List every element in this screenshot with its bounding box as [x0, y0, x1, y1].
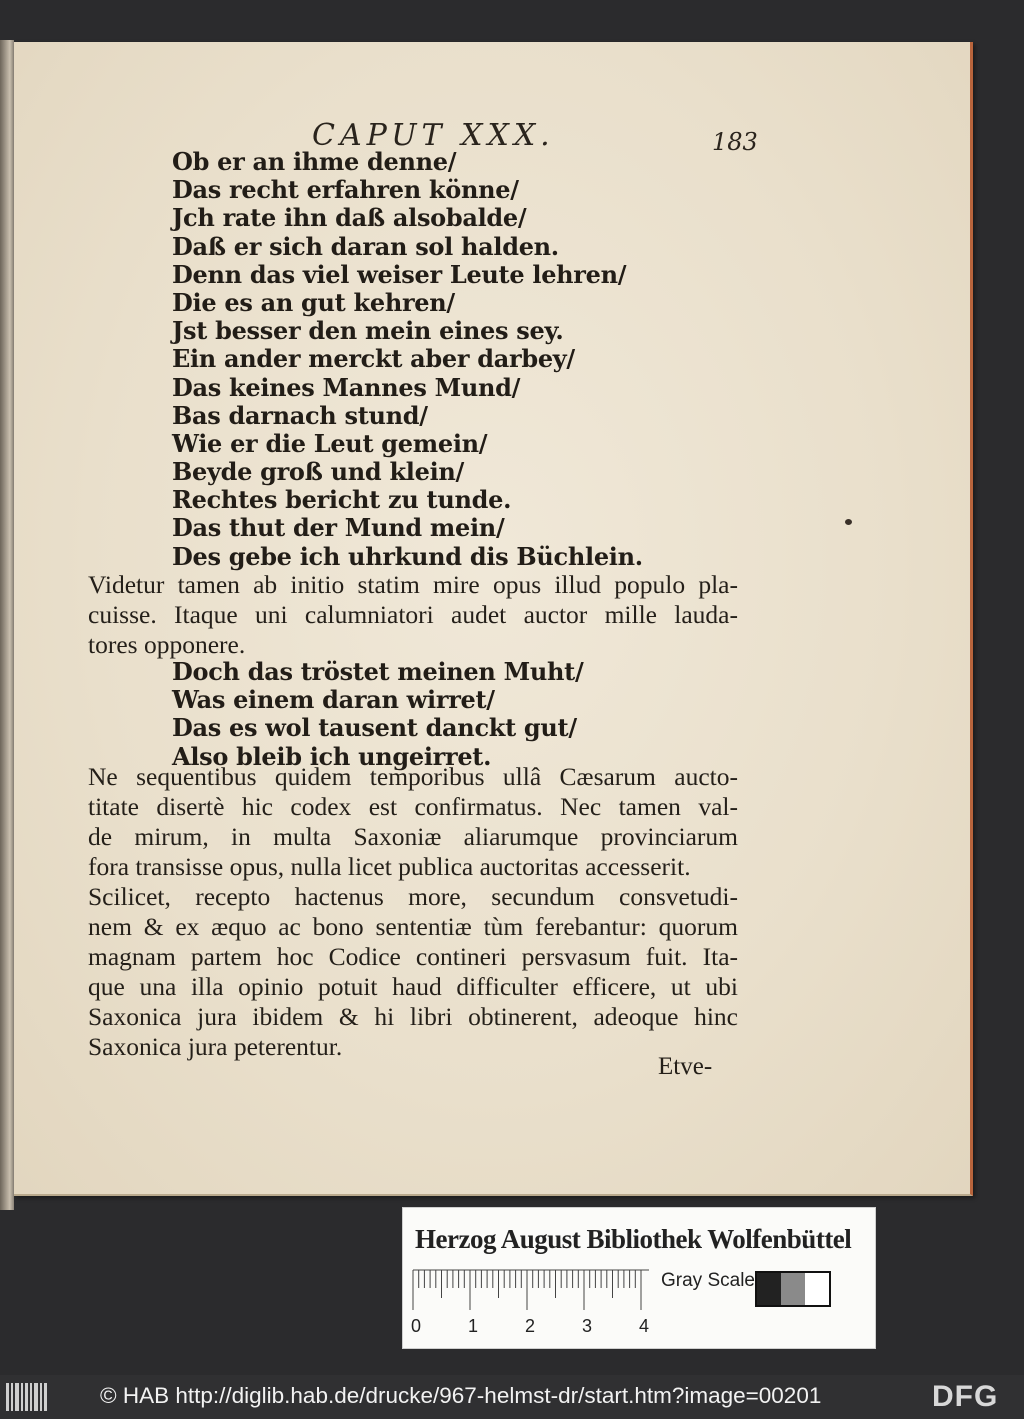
verse-line: Das thut der Mund mein/: [172, 513, 505, 543]
verse-line: Beyde groß und klein/: [172, 457, 465, 487]
verse-line: Das recht erfahren könne/: [172, 175, 519, 205]
ruler-label-3: 3: [582, 1316, 593, 1336]
gray-scale-label: Gray Scale: [661, 1270, 755, 1291]
ruler-scale: [411, 1268, 661, 1338]
verse-line: Wie er die Leut gemein/: [172, 428, 488, 458]
verse-line: Denn das viel weiser Leute lehren/: [172, 259, 627, 289]
latin-line: Saxonica jura peterentur.: [88, 1032, 343, 1061]
verse-line: Ein ander merckt aber darbey/: [172, 344, 575, 374]
gray-scale-swatches: [755, 1271, 831, 1307]
gray-swatch-dark: [757, 1273, 781, 1305]
latin-paragraph-1: [88, 570, 738, 660]
verse-line: Die es an gut kehren/: [172, 287, 455, 317]
ink-spot: [845, 519, 852, 525]
latin-line: nem & ex æquo ac bono sententiæ tùm ferebantur: quorum: [88, 912, 738, 941]
footer-bar: [0, 1375, 1024, 1419]
library-name: Herzog August Bibliothek Wolfenbüttel: [415, 1224, 852, 1254]
latin-line: que una illa opinio potuit haud difficulter efficere, ut ubi: [88, 972, 738, 1001]
copyright-link[interactable]: © HAB http://diglib.hab.de/drucke/967-helmst-dr/start.htm?image=00201: [100, 1383, 822, 1408]
ruler-label-0: 0: [411, 1316, 422, 1336]
latin-line: cuisse. Itaque uni calumniatori audet auctor mille lauda-: [88, 600, 738, 629]
library-color-card: [402, 1207, 876, 1349]
book-spine-edge: [0, 40, 14, 1210]
verse-line: Das keines Mannes Mund/: [172, 372, 521, 402]
ruler-ticks: [413, 1270, 641, 1310]
latin-line: de mirum, in multa Saxoniæ aliarumque provinciarum: [88, 822, 738, 851]
latin-line: Scilicet, recepto hactenus more, secundum consvetudi-: [88, 882, 738, 911]
verse-line: Das es wol tausent danckt gut/: [172, 713, 577, 743]
latin-line: magnam partem hoc Codice contineri persvasum fuit. Ita-: [88, 942, 738, 971]
verse-line: Rechtes bericht zu tunde.: [172, 485, 512, 515]
verse-line: Doch das tröstet meinen Muht/: [172, 657, 584, 686]
gray-swatch-mid: [781, 1273, 805, 1305]
verse-line: Daß er sich daran sol halden.: [172, 231, 559, 261]
latin-line: fora transisse opus, nulla licet publica auctoritas accesserit.: [88, 852, 691, 881]
gray-swatch-light: [805, 1273, 829, 1305]
running-header: CAPUT XXX.: [312, 118, 555, 153]
verse-line: Was einem daran wirret/: [172, 685, 495, 715]
latin-line: titate disertè hic codex est confirmatus. Nec tamen val-: [88, 792, 738, 821]
verse-line: Ob er an ihme denne/: [172, 147, 457, 176]
page-number: 183: [712, 128, 758, 156]
verse-line: Jch rate ihn daß alsobalde/: [172, 203, 527, 233]
verse-line: Jst besser den mein eines sey.: [172, 316, 564, 346]
verse-line: Also bleib ich ungeirret.: [172, 741, 492, 771]
latin-line: Saxonica jura ibidem & hi libri obtinerent, adeoque hinc: [88, 1002, 738, 1031]
ruler-label-2: 2: [525, 1316, 536, 1336]
dfg-logo: DFG: [932, 1380, 999, 1413]
catchword: Etve-: [658, 1053, 713, 1080]
latin-paragraph-2: [88, 762, 738, 1062]
hab-barcode-icon: [6, 1383, 48, 1411]
latin-line: Videtur tamen ab initio statim mire opus illud populo pla-: [88, 570, 738, 599]
latin-line: Ne sequentibus quidem temporibus ullâ Cæsarum aucto-: [88, 762, 738, 791]
latin-line: tores opponere.: [88, 630, 246, 659]
verse-line: Bas darnach stund/: [172, 400, 428, 430]
verse-line: Des gebe ich uhrkund dis Büchlein.: [172, 541, 643, 571]
verse-block-2: [172, 658, 583, 771]
verse-block-1: [172, 148, 643, 571]
ruler-label-4: 4: [639, 1316, 650, 1336]
ruler-label-1: 1: [468, 1316, 479, 1336]
